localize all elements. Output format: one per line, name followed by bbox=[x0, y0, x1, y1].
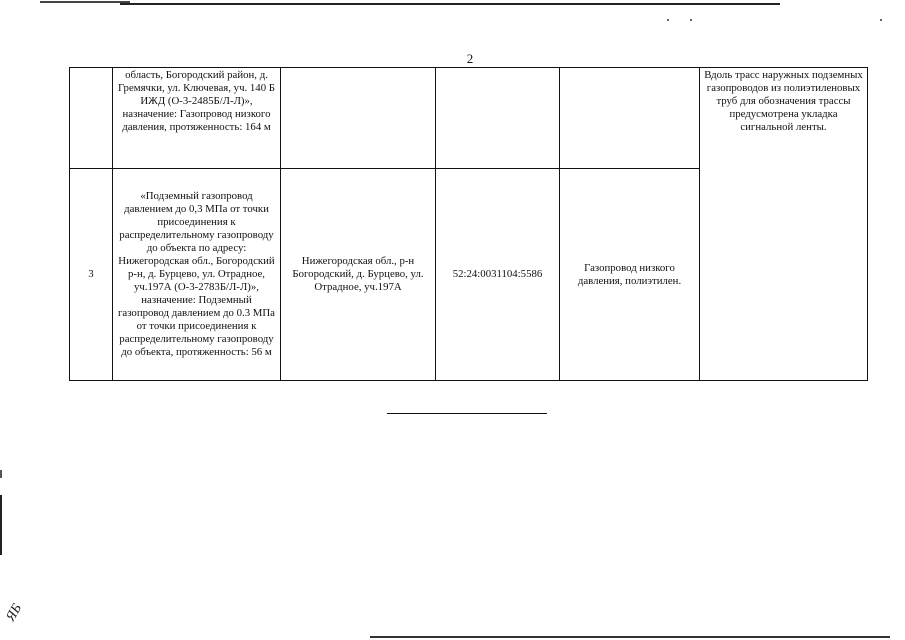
scan-left-edge-mark bbox=[0, 470, 2, 478]
cell-cadastral: 52:24:0031104:5586 bbox=[436, 169, 560, 381]
cell-type bbox=[560, 68, 700, 169]
cell-type: Газопровод низкого давления, полиэтилен. bbox=[560, 169, 700, 381]
cell-note: Вдоль трасс наружных подземных газопроводов из полиэтиленовых труб для обозначения трассы предусмотрена укладка сигнальной ленты. bbox=[700, 68, 868, 381]
scan-left-edge bbox=[0, 495, 2, 555]
scan-bottom-edge bbox=[370, 636, 890, 638]
page-number: 2 bbox=[466, 51, 474, 66]
scan-speck bbox=[880, 19, 882, 21]
cell-index: 3 bbox=[70, 169, 113, 381]
scan-top-edge bbox=[120, 3, 780, 5]
cell-object: область, Богородский район, д. Гремячки, ул. Ключевая, уч. 140 Б ИЖД (О-3-2485Б/Л-Л)», назначение: Газопровод низкого давления, протяженность: 164 м bbox=[113, 68, 281, 169]
cell-address bbox=[281, 68, 436, 169]
cell-object: «Подземный газопровод давлением до 0,3 МПа от точки присоединения к распределительному газопроводу до объекта по адресу: Нижегородская обл., Богородский р-н, д. Бурцево, ул. Отрадное, уч.197А (О-3-2783Б/Л-Л)», назначение: Подземный газопровод давлением до 0.3 МПа от точки присоединения к распределительному газопроводу до объекта, протяженность: 56 м bbox=[113, 169, 281, 381]
cell-address: Нижегородская обл., р-н Богородский, д. Бурцево, ул. Отрадное, уч.197А bbox=[281, 169, 436, 381]
table-row bbox=[70, 68, 868, 169]
scan-speck bbox=[690, 19, 692, 21]
cell-cadastral bbox=[436, 68, 560, 169]
cell-index bbox=[70, 68, 113, 169]
scan-speck bbox=[667, 19, 669, 21]
easement-table bbox=[69, 67, 868, 381]
handwritten-corner-mark: ЯБ bbox=[3, 601, 26, 625]
scan-top-edge-left bbox=[40, 1, 130, 3]
end-of-document-rule bbox=[387, 413, 547, 414]
